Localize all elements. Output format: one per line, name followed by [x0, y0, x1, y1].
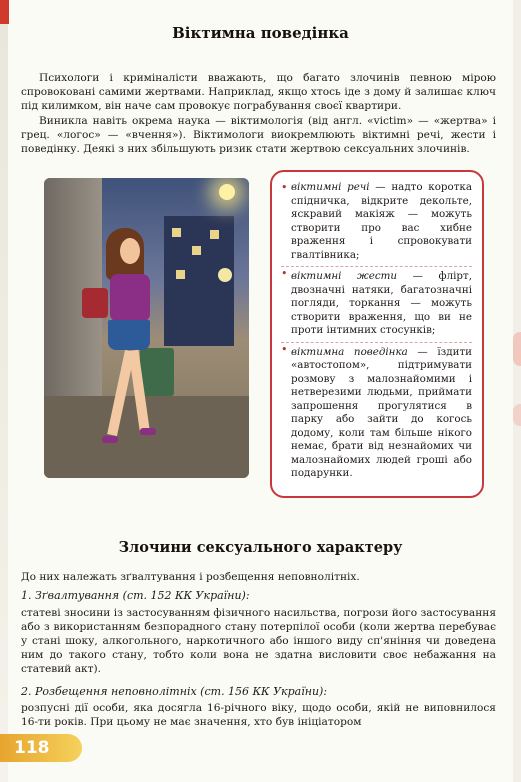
callout-item [281, 181, 472, 262]
illustration-window [192, 246, 201, 255]
illustration-shoe [102, 436, 118, 443]
illustration-window [210, 230, 219, 239]
page-number-badge [0, 734, 86, 764]
victim-behavior-callout [270, 170, 484, 498]
illustration-top [110, 274, 150, 322]
section-title: Віктимна поведінка [172, 24, 349, 42]
illustration-trash-bin [140, 348, 174, 396]
callout-term: віктимні речі [291, 181, 370, 193]
right-page-edge [513, 0, 521, 782]
subsection-title: Злочини сексуального характеру [118, 539, 403, 556]
illustration-face [120, 238, 140, 264]
callout-item [281, 342, 472, 481]
callout-text: — їздити «автостопом», підтримувати розмову з малознайомими і нетверезими людьми, приймати запрошення прогулятися в парку або зайти до когось додому, коли там більше нікого немає, брати від незнайомих чи малознайомих людей гроші або подарунки. [291, 345, 473, 479]
callout-text: — флірт, двозначні натяки, багатозначні погляди, торкання — можуть створити враження, що ви не проти інтимних стосунків; [291, 270, 472, 336]
callout-text: — надто коротка спідничка, відкрите декольте, яскравий макіяж — можуть створити про вас хибне враження і спровокувати гвалтівника; [291, 181, 472, 261]
illustration-skirt [108, 320, 150, 350]
left-page-edge [0, 0, 8, 782]
illustration-streetlamp [219, 184, 235, 200]
callout-term: віктимні жести [291, 270, 398, 282]
illustration-window [176, 270, 185, 279]
corruption-heading: 2. Розбещення неповнолітніх (ст. 156 КК України): [21, 685, 328, 698]
illustration-moon [218, 268, 232, 282]
rape-definition: статеві зносини із застосуванням фізичного насильства, погрози його застосування або з використанням безпорадного стану потерпілої особи (коли жертва перебуває у стані шоку, алкогольного, наркотичного або іншого виду сп'яніння чи доведена ним до такого стану, тобто коли вона не здатна висловити своє небажання на статевий акт). [21, 607, 496, 676]
intro-paragraph: Психологи і криміналісти вважають, що багато злочинів певною мірою спровоковані самими жертвами. Наприклад, якщо хтось іде з дому й залишає ключ під килимком, він наче сам провокує пограбування своєї квартири. [21, 72, 496, 113]
rape-heading: 1. Зґвалтування (ст. 152 КК України): [21, 589, 250, 602]
illustration-shoe [140, 428, 156, 435]
illustration-window [172, 228, 181, 237]
illustration-bag [82, 288, 108, 318]
page-corner-mark [0, 0, 9, 24]
side-tab-2 [513, 404, 521, 426]
callout-item [281, 266, 472, 338]
side-tab [513, 332, 521, 366]
callout-list [281, 181, 472, 481]
victimology-paragraph: Виникла навіть окрема наука — віктимологія (від англ. «victim» — «жертва» і грец. «логос» — «вчення»). Віктимологи виокремлюють віктимні речі, жести і поведінку. Деякі з них збільшують ризик стати жертвою сексуальних злочинів. [21, 115, 496, 156]
crimes-intro: До них належать зґвалтування і розбещення неповнолітніх. [21, 571, 360, 583]
page-number: 118 [14, 738, 50, 758]
corruption-definition: розпусні дії особи, яка досягла 16-річного віку, щодо особи, якій не виповнилося 16-ти років. При цьому не має значення, хто був ініціатором [21, 702, 496, 729]
illustration-woman-night-street [44, 178, 249, 478]
callout-term: віктимна поведінка [291, 345, 408, 358]
